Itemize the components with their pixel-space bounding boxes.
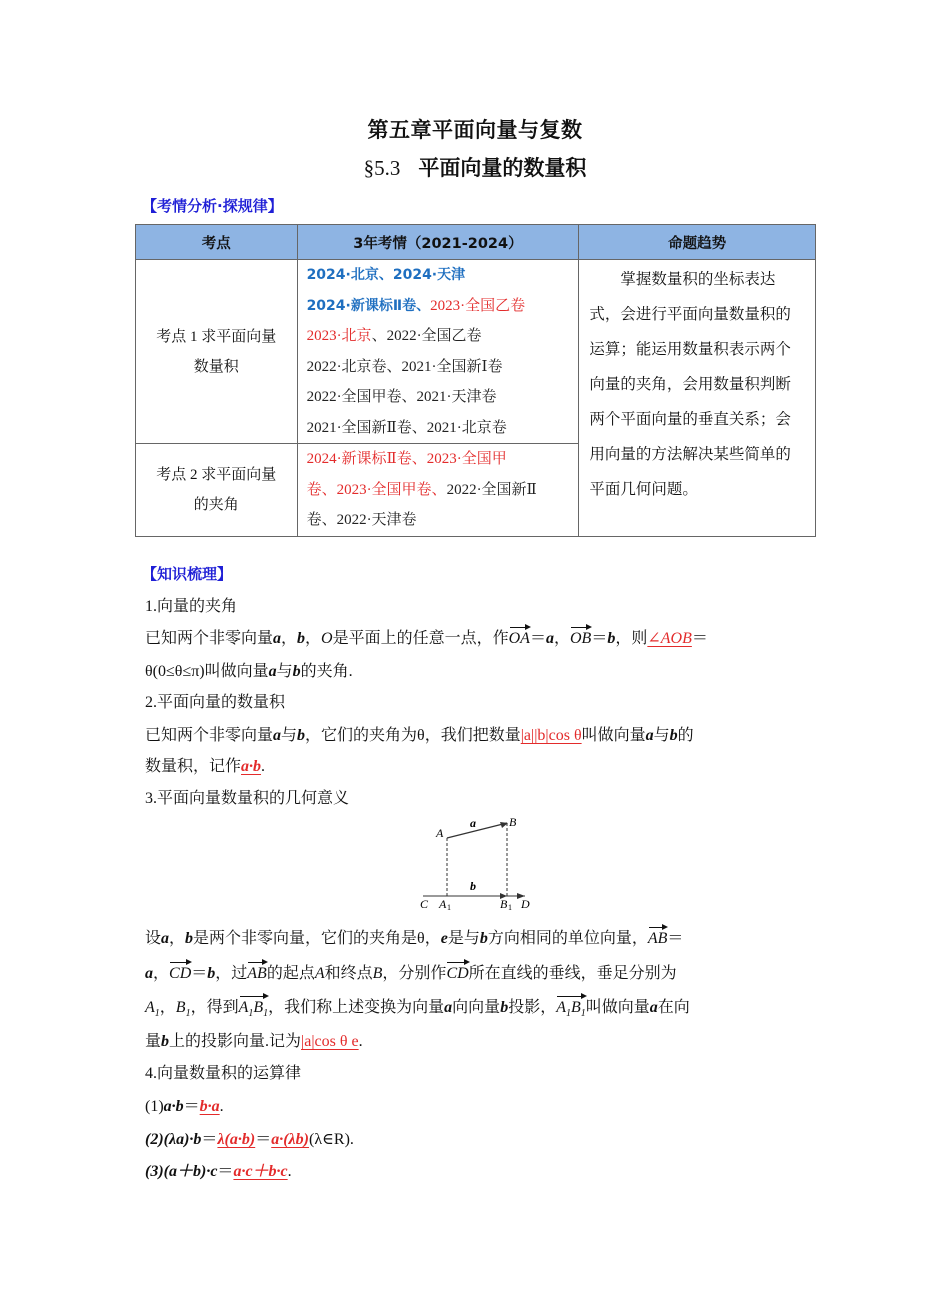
exam-line bbox=[307, 444, 579, 475]
exam-ref: 2023·北京 bbox=[306, 328, 372, 344]
text: 的夹角. bbox=[300, 663, 353, 680]
chapter-title: 第五章平面向量与复数 bbox=[367, 118, 583, 142]
text: 和终点 bbox=[324, 965, 373, 982]
s3-paragraph-line3 bbox=[145, 994, 690, 1019]
text: 是与 bbox=[447, 930, 480, 947]
vector-OB: OB bbox=[569, 630, 592, 647]
text: . bbox=[219, 1098, 224, 1115]
vector-A1B1 bbox=[556, 999, 586, 1019]
text: (1) bbox=[145, 1098, 164, 1115]
vector-a: a bbox=[649, 999, 658, 1016]
exam-line bbox=[307, 505, 579, 536]
exam-ref: 2024·北京、2024·天津 bbox=[306, 267, 466, 283]
label-A1: A bbox=[439, 897, 447, 910]
exam-line bbox=[307, 291, 579, 322]
vector-a: a bbox=[273, 727, 282, 744]
exam-ref: 、2022·全国乙卷 bbox=[371, 328, 482, 344]
header-exams: 3年考情（2021-2024） bbox=[297, 225, 579, 260]
text: A bbox=[556, 999, 566, 1016]
point-text: 考点 1 求平面向量 bbox=[156, 328, 277, 345]
expression: a·b bbox=[163, 1098, 184, 1115]
s4-heading: 4.向量数量积的运算律 bbox=[145, 1065, 302, 1082]
label-A1-sub: 1 bbox=[447, 903, 451, 910]
text: ＝ bbox=[191, 965, 208, 982]
vector-a: a bbox=[645, 727, 654, 744]
point-B: B bbox=[372, 965, 383, 982]
s1-heading: 1.向量的夹角 bbox=[145, 598, 238, 615]
exam-analysis-table bbox=[135, 224, 816, 537]
vector-a: a bbox=[545, 630, 554, 647]
text: 上的投影向量.记为 bbox=[169, 1033, 302, 1050]
label-vector-b: b bbox=[470, 879, 476, 893]
vector-b: b bbox=[185, 930, 194, 947]
vector-OA: OA bbox=[508, 630, 530, 647]
answer-commutative: b·a bbox=[199, 1098, 220, 1115]
text: ， bbox=[159, 999, 176, 1016]
text: 是两个非零向量，它们的夹角是θ， bbox=[193, 930, 441, 947]
knowledge-tag: 【知识梳理】 bbox=[142, 565, 233, 583]
point-cell-1 bbox=[136, 260, 298, 444]
text: 与 bbox=[281, 727, 298, 744]
answer-scalar-1: λ(a·b) bbox=[217, 1131, 256, 1148]
section-number: §5.3 bbox=[363, 156, 401, 180]
s3-paragraph-line1 bbox=[145, 925, 683, 948]
vector-a: a bbox=[273, 630, 282, 647]
expression: (2)(λa)·b bbox=[145, 1131, 202, 1148]
label-A: A bbox=[436, 826, 444, 840]
table-row bbox=[136, 260, 816, 444]
text: ＝ bbox=[183, 1098, 200, 1115]
text: . bbox=[358, 1033, 363, 1050]
point-cell-2 bbox=[136, 444, 298, 537]
answer-notation: a·b bbox=[241, 758, 262, 775]
vector-b: b bbox=[669, 727, 678, 744]
text: ，则 bbox=[615, 630, 648, 647]
exam-ref: 卷、2023·全国甲卷、 bbox=[306, 481, 447, 498]
vector-b: b bbox=[161, 1033, 170, 1050]
label-D: D bbox=[521, 897, 530, 910]
vector-a: a bbox=[444, 999, 453, 1016]
text: ＝ bbox=[667, 930, 684, 947]
text: . bbox=[261, 758, 266, 775]
answer-projection-vector: |a|cos θ e bbox=[301, 1033, 359, 1050]
s1-paragraph-line1 bbox=[145, 625, 708, 648]
text: ， bbox=[305, 630, 322, 647]
exams-cell-2 bbox=[297, 444, 579, 537]
text: ， bbox=[153, 965, 170, 982]
exam-ref: 2022·全国新Ⅱ bbox=[446, 481, 537, 498]
text: 叫做向量 bbox=[585, 999, 650, 1016]
text: 与 bbox=[653, 727, 670, 744]
s3-paragraph-line4 bbox=[145, 1028, 363, 1051]
text: ，我们称上述变换为向量 bbox=[268, 999, 445, 1016]
text: 叫做向量 bbox=[581, 727, 646, 744]
text: 的起点 bbox=[266, 965, 315, 982]
text: B bbox=[175, 999, 186, 1016]
text: 向向量 bbox=[452, 999, 501, 1016]
header-point: 考点 bbox=[136, 225, 298, 260]
point-A1 bbox=[145, 999, 160, 1020]
text: ， bbox=[281, 630, 298, 647]
point-text: 数量积 bbox=[193, 358, 239, 375]
vector-a: a bbox=[145, 965, 153, 982]
vector-CD: CD bbox=[446, 965, 469, 982]
answer-dot-product-formula: |a||b|cos θ bbox=[520, 727, 582, 744]
text: 是平面上的任意一点，作 bbox=[332, 630, 509, 647]
vector-b: b bbox=[292, 663, 301, 680]
label-B: B bbox=[509, 815, 517, 829]
unit-vector-e: e bbox=[440, 930, 448, 947]
exam-ref: 2021·全国新Ⅱ卷、2021·北京卷 bbox=[306, 419, 507, 436]
s3-heading: 3.平面向量数量积的几何意义 bbox=[145, 790, 350, 807]
vector-a: a bbox=[161, 930, 170, 947]
label-vector-a: a bbox=[470, 816, 476, 830]
label-B1-sub: 1 bbox=[508, 903, 512, 910]
s2-heading: 2.平面向量的数量积 bbox=[145, 694, 286, 711]
section-title-text: 平面向量的数量积 bbox=[418, 156, 587, 180]
subscript: 1 bbox=[263, 1008, 269, 1020]
rule-1 bbox=[145, 1093, 224, 1116]
vector-b: b bbox=[207, 965, 216, 982]
text: 方向相同的单位向量， bbox=[487, 930, 648, 947]
text: ，它们的夹角为θ，我们把数量 bbox=[305, 727, 521, 744]
subscript: 1 bbox=[565, 1008, 571, 1020]
text: 已知两个非零向量 bbox=[145, 727, 274, 744]
vector-b: b bbox=[500, 999, 509, 1016]
text: ， bbox=[169, 930, 186, 947]
header-trend: 命题趋势 bbox=[579, 225, 816, 260]
exam-line bbox=[307, 260, 579, 291]
vector-b: b bbox=[297, 630, 306, 647]
projection-diagram bbox=[415, 810, 545, 910]
text: A bbox=[238, 999, 249, 1016]
answer-scalar-2: a·(λb) bbox=[271, 1131, 309, 1148]
exam-ref: 2023·全国乙卷 bbox=[430, 297, 526, 314]
text: ＝ bbox=[201, 1131, 218, 1148]
text: (λ∈R). bbox=[308, 1131, 354, 1148]
text: B bbox=[570, 999, 581, 1016]
exam-ref: 2022·全国甲卷、2021·天津卷 bbox=[306, 389, 497, 405]
text: ，过 bbox=[215, 965, 248, 982]
label-C: C bbox=[420, 897, 429, 910]
answer-distributive: a·c＋b·c bbox=[233, 1163, 288, 1180]
exam-line bbox=[307, 382, 579, 413]
subscript: 1 bbox=[248, 1008, 254, 1020]
s1-paragraph-line2 bbox=[145, 658, 353, 681]
text: ，分别作 bbox=[382, 965, 447, 982]
text: B bbox=[253, 999, 264, 1016]
point-text: 的夹角 bbox=[193, 496, 239, 513]
text: 数量积，记作 bbox=[145, 758, 242, 775]
projection-diagram-svg bbox=[415, 810, 545, 910]
text: ＝ bbox=[591, 630, 608, 647]
subscript: 1 bbox=[580, 1008, 586, 1020]
vector-AB: AB bbox=[247, 965, 267, 982]
exam-ref: 卷、2022·天津卷 bbox=[306, 512, 417, 528]
text: ＝ bbox=[217, 1163, 234, 1180]
answer-angle-AOB: ∠AOB bbox=[647, 630, 692, 647]
subscript: 1 bbox=[154, 1008, 160, 1020]
text: 已知两个非零向量 bbox=[145, 630, 274, 647]
exam-ref: 2024·新课标Ⅱ卷、2023·全国甲 bbox=[306, 451, 507, 467]
text: θ(0≤θ≤π)叫做向量 bbox=[145, 663, 269, 680]
s2-paragraph-line1 bbox=[145, 722, 694, 745]
s2-paragraph-line2 bbox=[145, 753, 265, 776]
vector-a: a bbox=[268, 663, 277, 680]
exam-ref: 2022·北京卷、2021·全国新Ⅰ卷 bbox=[306, 358, 503, 375]
exams-cell-1 bbox=[297, 260, 579, 444]
table-header-row bbox=[136, 225, 816, 260]
analysis-tag: 【考情分析·探规律】 bbox=[142, 197, 283, 215]
point-A: A bbox=[314, 965, 325, 982]
exam-line bbox=[307, 413, 579, 444]
text: 所在直线的垂线，垂足分别为 bbox=[468, 965, 677, 982]
vector-AB: AB bbox=[647, 930, 668, 947]
text: A bbox=[145, 999, 155, 1016]
text: . bbox=[287, 1163, 292, 1180]
text: 在向 bbox=[657, 999, 690, 1016]
rule-2 bbox=[145, 1126, 354, 1149]
exam-ref: 2024·新课标Ⅱ卷、 bbox=[306, 297, 431, 314]
point-B1 bbox=[175, 999, 191, 1020]
vector-A1B1 bbox=[239, 999, 269, 1019]
rule-3 bbox=[145, 1158, 292, 1181]
s3-paragraph-line2 bbox=[145, 960, 677, 983]
vector-CD: CD bbox=[169, 965, 192, 982]
point-text: 考点 2 求平面向量 bbox=[156, 466, 277, 483]
text: ， bbox=[553, 630, 570, 647]
exam-line bbox=[307, 321, 579, 352]
vector-b: b bbox=[479, 930, 488, 947]
exam-line bbox=[307, 475, 579, 506]
section-title bbox=[0, 152, 950, 182]
text: ，得到 bbox=[190, 999, 239, 1016]
text: ＝ bbox=[691, 630, 708, 647]
vector-b: b bbox=[297, 727, 306, 744]
text: ＝ bbox=[529, 630, 546, 647]
subscript: 1 bbox=[185, 1008, 191, 1020]
expression: (3)(a＋b)·c bbox=[145, 1163, 218, 1180]
trend-cell: 掌握数量积的坐标表达式，会进行平面向量数量积的运算；能运用数量积表示两个向量的夹角，会用数量积判断两个平面向量的垂直关系；会用向量的方法解决某些简单的平面几何问题。 bbox=[579, 260, 816, 537]
vector-b: b bbox=[607, 630, 616, 647]
label-B1: B bbox=[500, 897, 508, 910]
exam-line bbox=[307, 352, 579, 383]
text: ＝ bbox=[255, 1131, 272, 1148]
text: 投影， bbox=[508, 999, 557, 1016]
text: 量 bbox=[145, 1033, 162, 1050]
point-O: O bbox=[321, 630, 333, 647]
text: 与 bbox=[276, 663, 293, 680]
text: 的 bbox=[677, 727, 694, 744]
text: 设 bbox=[145, 930, 162, 947]
